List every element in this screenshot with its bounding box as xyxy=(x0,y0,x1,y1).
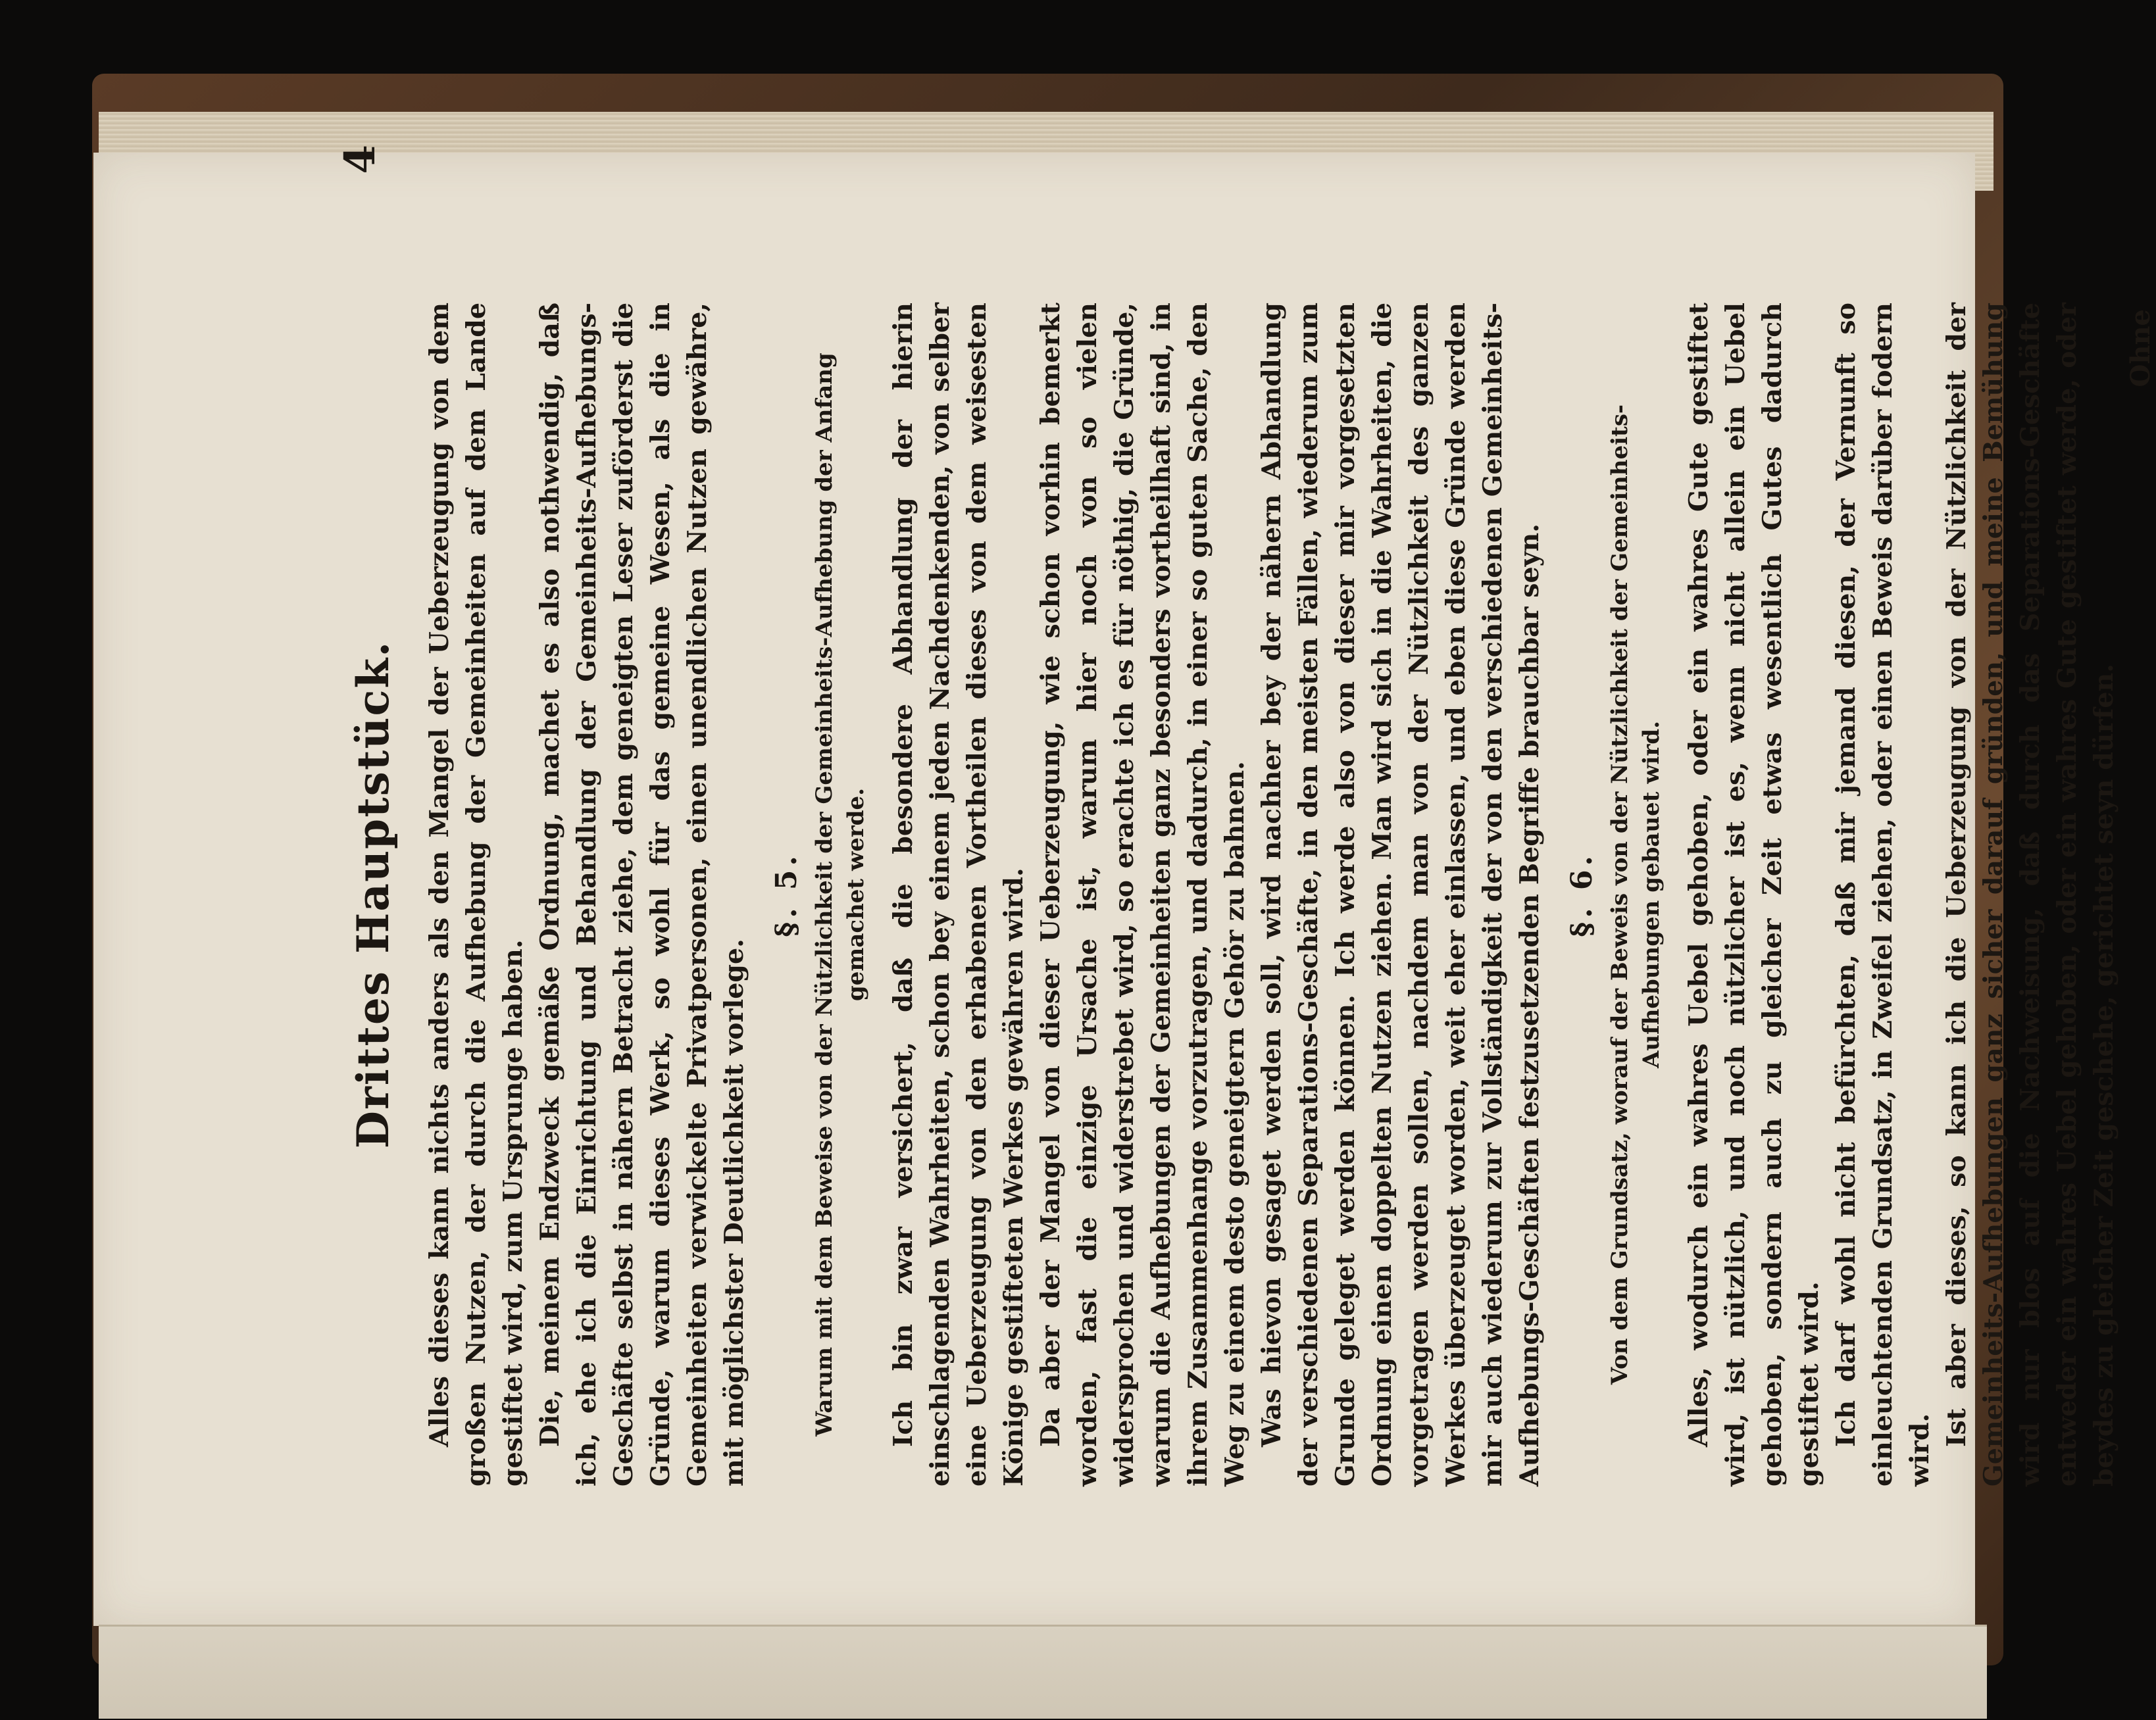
paragraph: Da aber der Mangel von dieser Ueberzeugung, wie schon vorhin bemerkt worden, fast die einzige Ursache ist, warum hier noch von so vielen widersprochen und widerstrebet wird, so erachte ich es für nöthig, die Gründe, warum die Aufhebungen der Gemeinheiten ganz besonders vortheilhaft sind, in ihrem Zusammenhange vorzutragen, und dadurch, in einer so guten Sache, den Weg zu einem desto geneigtern Gehör zu bahnen. xyxy=(1036,303,1250,1487)
paragraph: Ich darf wohl nicht befürchten, daß mir jemand diesen, der Vernunft so einleuchtenden Grundsatz, in Zweifel ziehen, oder einen Beweis darüber fodern wird. xyxy=(1831,303,1935,1487)
paragraph: Was hievon gesaget werden soll, wird nachher bey der nähern Abhandlung der verschiedenen Separations-Geschäfte, in den meisten Fällen, wiederum zum Grunde geleget werden können. Ich werde also von dieser mir vorgesetzten Ordnung einen doppelten Nutzen ziehen. Man wird sich in die Wahrheiten, die vorgetragen werden sollen, nachdem man von der Nützlichkeit des ganzen Werkes überzeuget worden, weit eher einlassen, und eben diese Gründe werden mir auch wiederum zur Vollständigkeit der von den verschiedenen Gemeinheits-Aufhebungs-Geschäften festzusetzenden Begriffe brauchbar seyn. xyxy=(1257,303,1545,1487)
section-title: Von dem Grundsatz, worauf der Beweis von der Nützlichkeit der Gemeinheits-Aufhebungen gebauet wird. xyxy=(1607,404,1665,1385)
section-number: §. 5. xyxy=(770,852,803,937)
lower-page-edge xyxy=(99,1625,1987,1719)
catchword: Ohne xyxy=(2125,309,2156,387)
paragraph: Ich bin zwar versichert, daß die besondere Abhandlung der hierin einschlagenden Wahrheiten, schon bey einem jeden Nachdenkenden, von selber eine Ueberzeugung von den erhabenen Vortheilen dieses von dem weisesten Könige gestifteten Werkes gewähren wird. xyxy=(888,303,1029,1487)
paragraph: Die, meinem Endzweck gemäße Ordnung, machet es also nothwendig, daß ich, ehe ich die Einrichtung und Behandlung der Gemeinheits-Aufhebungs-Geschäfte selbst in nähern Betracht ziehe, dem geneigten Leser zuförderst die Gründe, warum dieses Werk, so wohl für das gemeine Wesen, als die in Gemeinheiten verwickelte Privatpersonen, einen unendlichen Nutzen gewähre, mit möglichster Deutlichkeit vorlege. xyxy=(535,303,749,1487)
section-title: Warum mit dem Beweise von der Nützlichkeit der Gemeinheits-Aufhebung der Anfang gemachet werde. xyxy=(811,353,869,1437)
paragraph: Ist aber dieses, so kann ich die Ueberzeugung von der Nützlichkeit der Gemeinheits-Aufhebungen ganz sicher darauf gründen, und meine Bemühung wird nur blos auf die Nachweisung, daß durch das Separations-Geschäfte entweder ein wahres Uebel gehoben, oder ein wahres Gute gestiftet werde, oder beydes zu gleicher Zeit geschehe, gerichtet seyn dürfen. xyxy=(1942,303,2119,1487)
chapter-title: Drittes Hauptstück. xyxy=(347,640,399,1149)
section-number: §. 6. xyxy=(1565,852,1599,937)
page-text-block xyxy=(336,145,2156,1487)
paragraph: Alles dieses kann nichts anders als den Mangel der Ueberzeugung von dem großen Nutzen, der durch die Aufhebung der Gemeinheiten auf dem Lande gestiftet wird, zum Ursprunge haben. xyxy=(424,303,528,1487)
page-number: 4 xyxy=(336,145,385,174)
paragraph: Alles, wodurch ein wahres Uebel gehoben, oder ein wahres Gute gestiftet wird, ist nützlich, und noch nützlicher ist es, wenn nicht allein ein Uebel gehoben, sondern auch zu gleicher Zeit etwas wesentlich Gutes dadurch gestiftet wird. xyxy=(1684,303,1824,1487)
